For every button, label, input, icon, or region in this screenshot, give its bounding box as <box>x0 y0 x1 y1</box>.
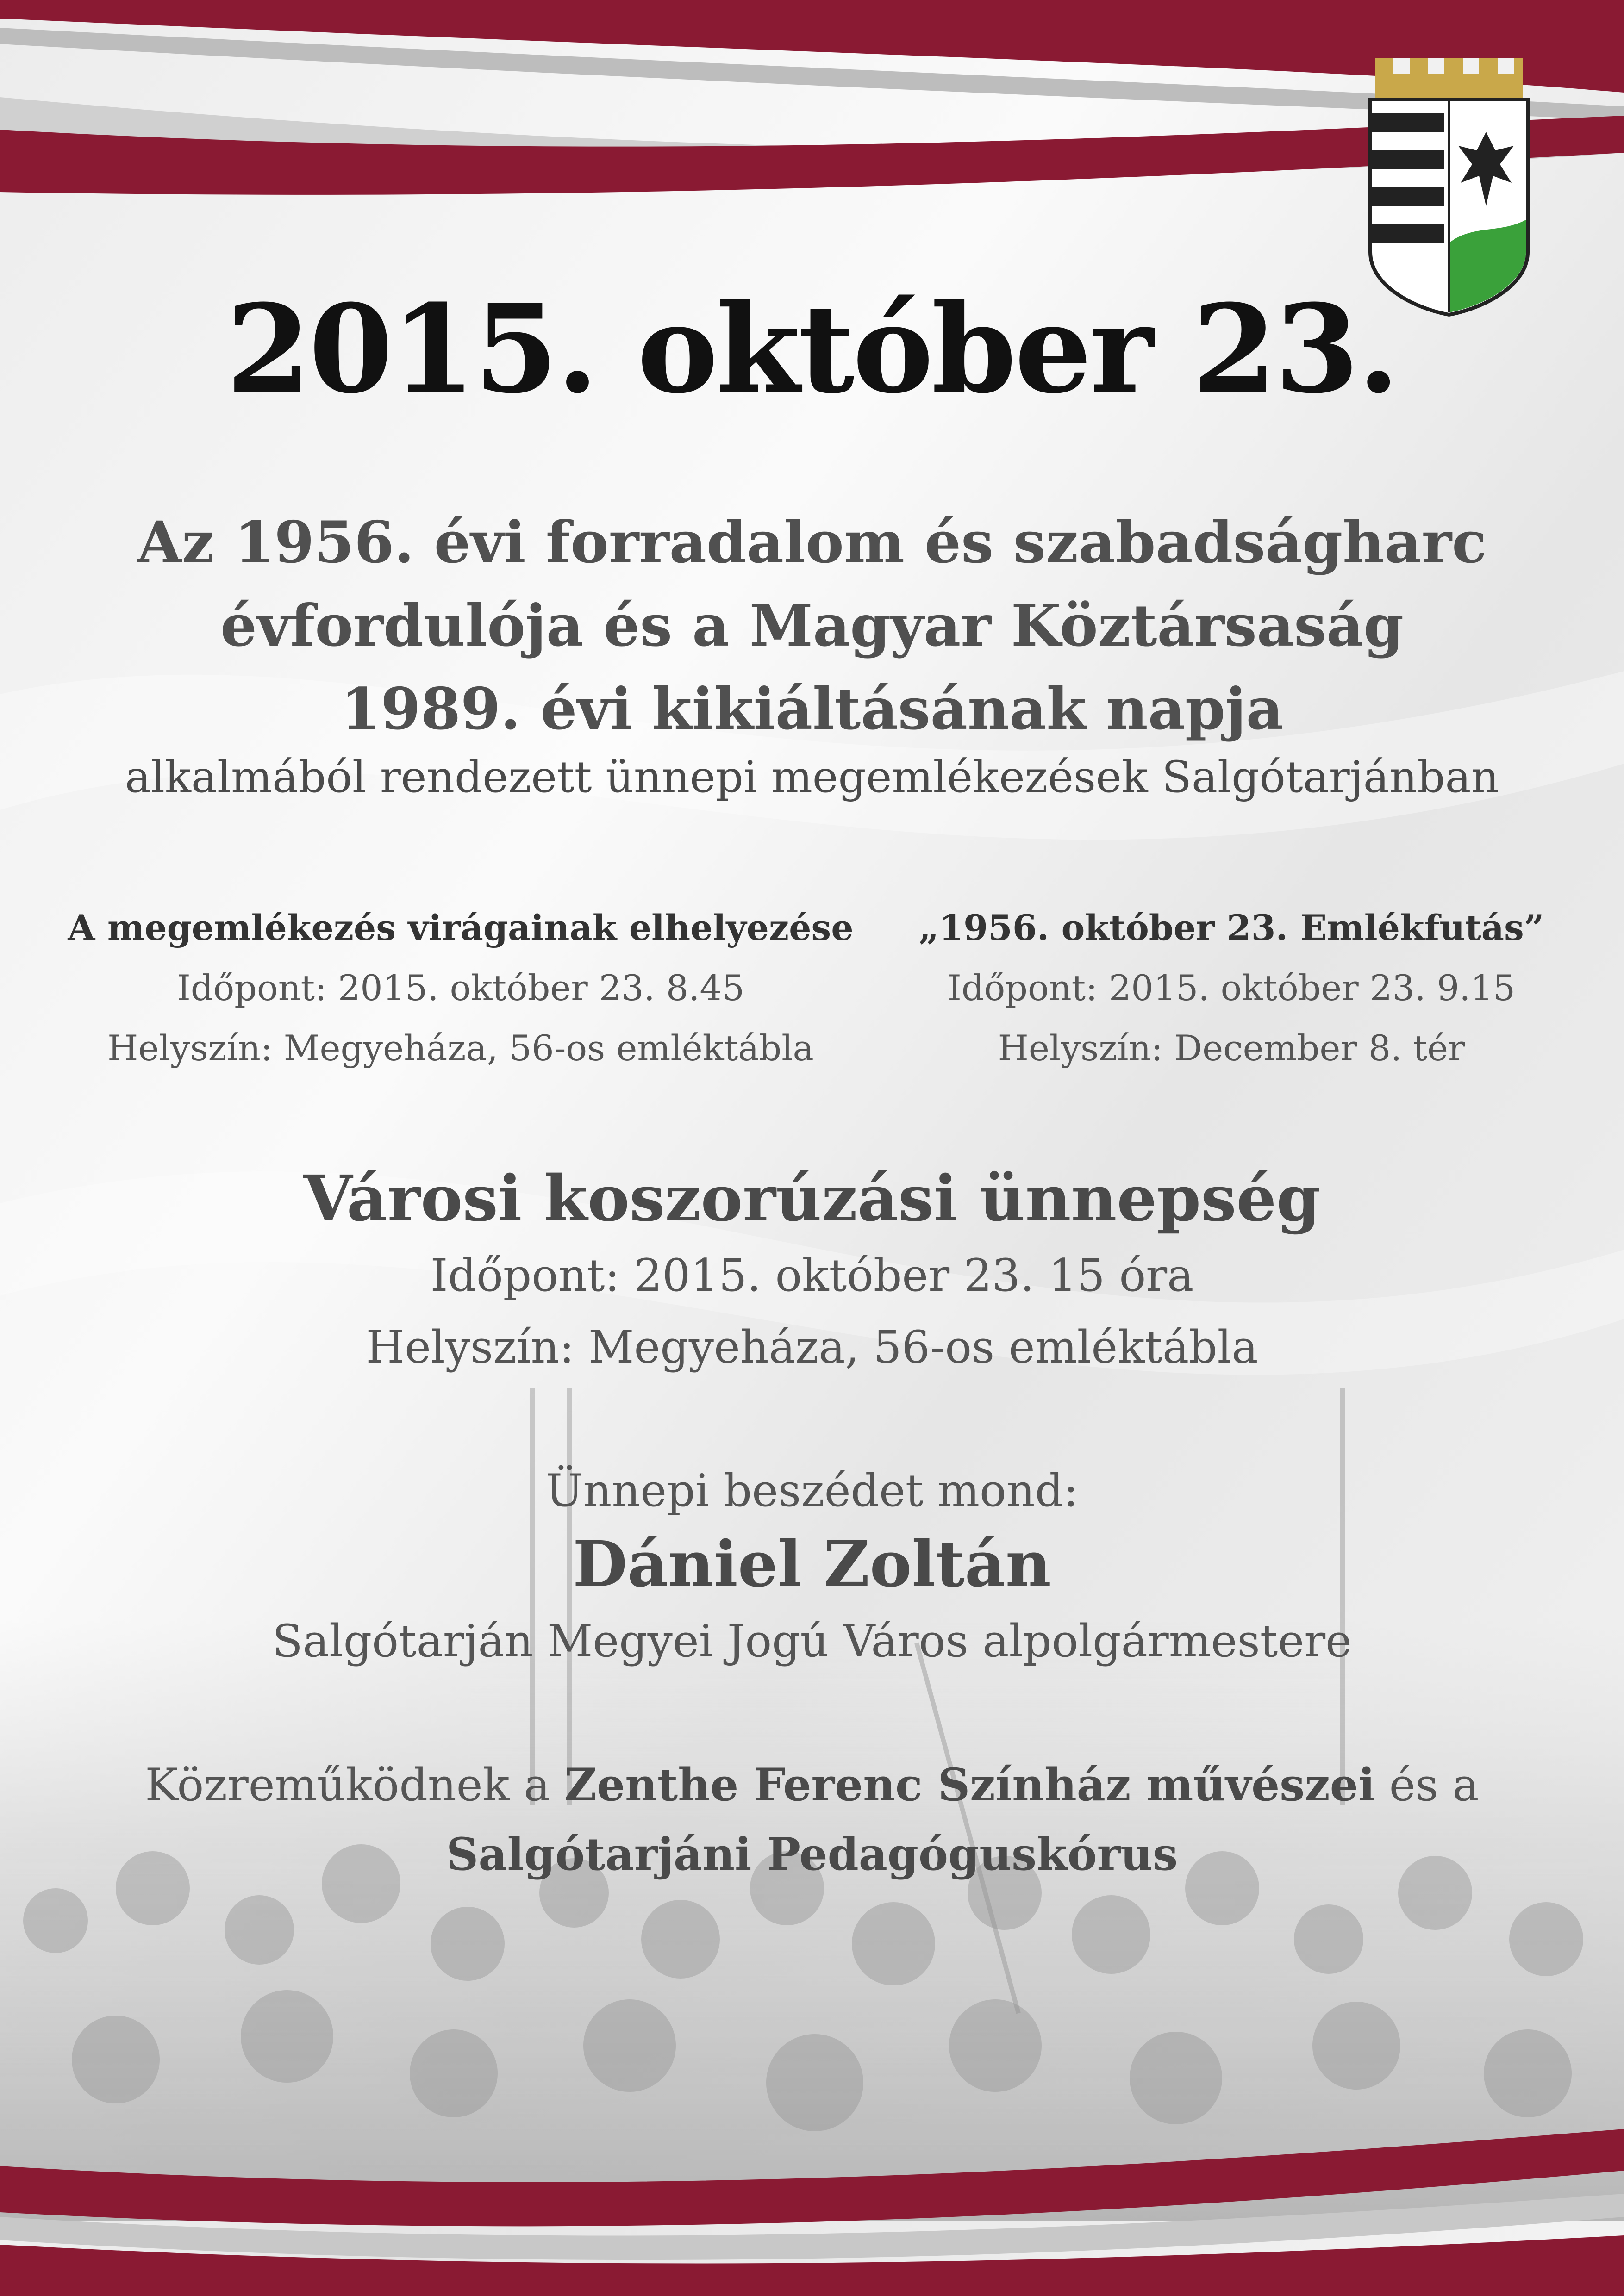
event-1-place: Helyszín: Megyeháza, 56-os emléktábla <box>107 1027 814 1069</box>
performers-conjunction: és a <box>1375 1759 1479 1811</box>
date-heading: 2015. október 23. <box>226 278 1398 420</box>
event-2-time: Időpont: 2015. október 23. 9.15 <box>947 967 1516 1008</box>
speech-intro: Ünnepi beszédet mond: <box>545 1465 1079 1517</box>
occasion-line-1: Az 1956. évi forradalom és szabadságharc <box>137 509 1487 576</box>
speaker-name: Dániel Zoltán <box>573 1527 1051 1601</box>
occasion-line-2: évfordulója és a Magyar Köztársaság <box>220 592 1404 660</box>
event-1-time: Időpont: 2015. október 23. 8.45 <box>176 967 745 1008</box>
occasion-line-3: 1989. évi kikiáltásának napja <box>341 676 1283 743</box>
event-2-place: Helyszín: December 8. tér <box>998 1027 1465 1069</box>
occasion-subline: alkalmából rendezett ünnepi megemlékezések Salgótarjánban <box>125 752 1499 803</box>
main-event-place: Helyszín: Megyeháza, 56-os emléktábla <box>366 1321 1258 1373</box>
performers-line-1 <box>0 1759 1624 1811</box>
main-event-time: Időpont: 2015. október 23. 15 óra <box>430 1250 1194 1301</box>
speaker-role: Salgótarján Megyei Jogú Város alpolgármestere <box>272 1615 1352 1667</box>
event-1-title: A megemlékezés virágainak elhelyezése <box>68 907 854 948</box>
performers-prefix: Közreműködnek a <box>145 1759 564 1811</box>
performers-group-2: Salgótarjáni Pedagóguskórus <box>446 1828 1178 1880</box>
main-event-title: Városi koszorúzási ünnepség <box>303 1162 1321 1236</box>
performers-group-1: Zenthe Ferenc Színház művészei <box>564 1759 1375 1811</box>
event-2-title: „1956. október 23. Emlékfutás” <box>918 907 1544 948</box>
